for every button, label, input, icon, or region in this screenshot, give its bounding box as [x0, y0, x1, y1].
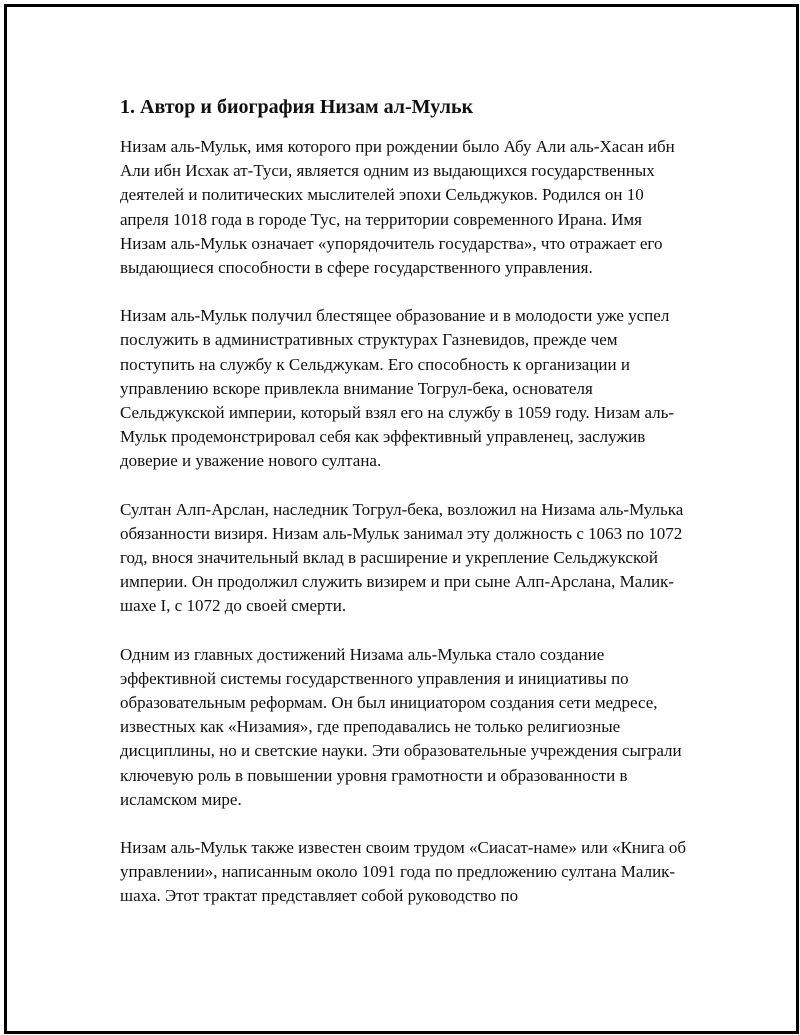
paragraph-3: Султан Алп-Арслан, наследник Тогрул-бека, возложил на Низама аль-Мулька обязанности визиря. Низам аль-Мульк занимал эту должность с 1063 по 1072 год, внося значительный вклад в расширение и укрепление Сельджукской империи. Он продолжил служить визирем и при сыне Алп-Арслана, Малик-шахе I, с 1072 до своей смерти.: [120, 499, 684, 616]
section-heading: 1. Автор и биография Низам ал-Мульк: [120, 96, 474, 118]
paragraph-1: Низам аль-Мульк, имя которого при рождении было Абу Али аль-Хасан ибн Али ибн Исхак ат-Туси, является одним из выдающихся государственных деятелей и политических мыслителей эпохи Сельджуков. Родился он 10 апреля 1018 года в городе Тус, на территории современного Ирана. Имя Низам аль-Мульк означает «упорядочитель государства», что отражает его выдающиеся способности в сфере государственного управления.: [120, 137, 675, 278]
paragraph-5: Низам аль-Мульк также известен своим трудом «Сиасат-наме» или «Книга об управлении», написанным около 1091 года по предложению султана Малик-шаха. Этот трактат представляет собой руководство по: [120, 838, 687, 906]
document-page: [4, 4, 799, 1034]
paragraph-4: Одним из главных достижений Низама аль-Мулька стало создание эффективной системы государственного управления и инициативы по образовательным реформам. Он был инициатором создания сети медресе, известных как «Низамия», где преподавались не только религиозные дисциплины, но и светские науки. Эти образовательные учреждения сыграли ключевую роль в повышении уровня грамотности и образованности в исламском мире.: [120, 644, 682, 809]
document-body: [120, 93, 690, 933]
paragraph-2: Низам аль-Мульк получил блестящее образование и в молодости уже успел послужить в административных структурах Газневидов, прежде чем поступить на службу к Сельджукам. Его способность к организации и управлению вскоре привлекла внимание Тогрул-бека, основателя Сельджукской империи, который взял его на службу в 1059 году. Низам аль-Мульк продемонстрировал себя как эффективный управленец, заслужив доверие и уважение нового султана.: [120, 306, 675, 471]
